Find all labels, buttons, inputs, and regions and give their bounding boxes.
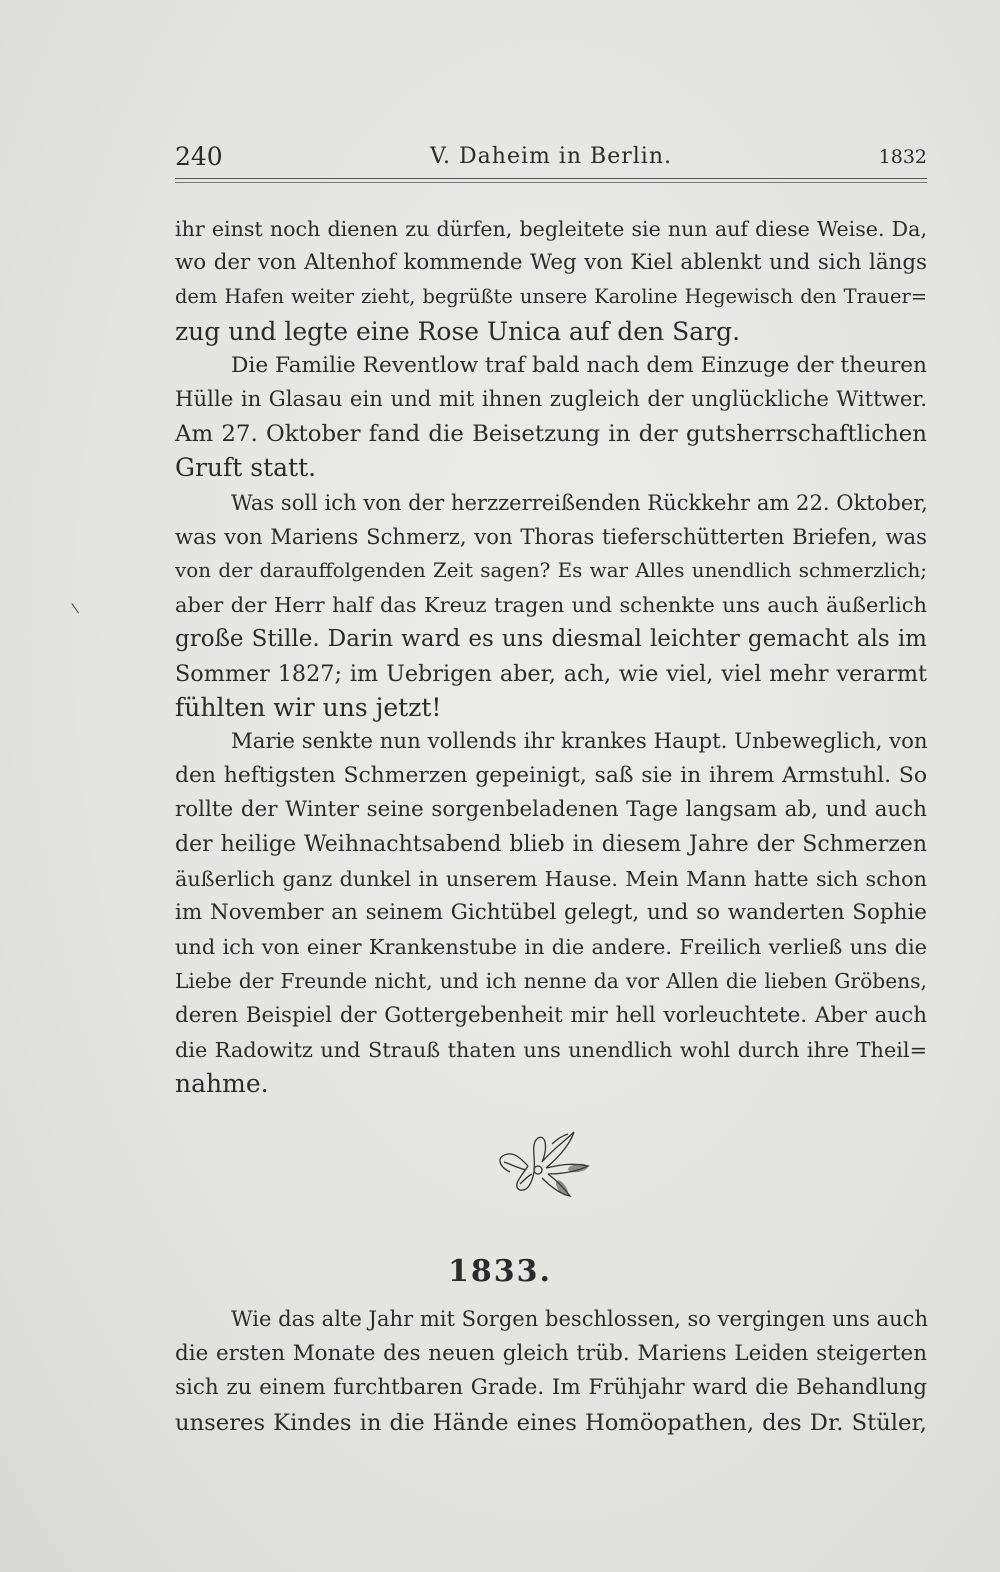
text-line: Die Familie Reventlow traf bald nach dem Einzuge der theuren bbox=[231, 352, 927, 378]
paragraph bbox=[175, 349, 927, 486]
text-line: im November an seinem Gichtübel gelegt, und so wanderten Sophie bbox=[175, 900, 927, 926]
text-line: und ich von einer Krankenstube in die andere. Freilich verließ uns die bbox=[175, 935, 927, 960]
text-line: Was soll ich von der herzzerreißenden Rückkehr am 22. Oktober, bbox=[231, 489, 928, 515]
running-header bbox=[175, 140, 927, 174]
text-line: die ersten Monate des neuen gleich trüb. Mariens Leiden steigerten bbox=[175, 1340, 927, 1366]
paragraph bbox=[175, 486, 927, 725]
main-text bbox=[175, 212, 927, 1101]
text-line: deren Beispiel der Gottergebenheit mir hell vorleuchtete. Aber auch bbox=[175, 1002, 927, 1028]
text-line: Gruft statt. bbox=[175, 453, 317, 483]
text-line: ihr einst noch dienen zu dürfen, begleitete sie nun auf diese Weise. Da, bbox=[175, 217, 927, 241]
text-line: Wie das alte Jahr mit Sorgen beschlossen, so vergingen uns auch bbox=[231, 1306, 929, 1331]
header-rule bbox=[175, 178, 927, 179]
text-line: wo der von Altenhof kommende Weg von Kiel ablenkt und sich längs bbox=[175, 250, 927, 276]
page-number: 240 bbox=[175, 142, 223, 171]
floral-ornament-icon bbox=[490, 1122, 600, 1202]
text-line: aber der Herr half das Kreuz tragen und schenkte uns auch äußerlich bbox=[175, 593, 927, 618]
text-line: rollte der Winter seine sorgenbeladenen Tage langsam ab, und auch bbox=[175, 797, 927, 823]
text-line: sich zu einem furchtbaren Grade. Im Frühjahr ward die Behandlung bbox=[175, 1375, 927, 1400]
text-line: was von Mariens Schmerz, von Thoras tieferschütterten Briefen, was bbox=[175, 523, 927, 549]
text-line: den heftigsten Schmerzen gepeinigt, saß sie in ihrem Armstuhl. So bbox=[175, 763, 927, 789]
paragraph bbox=[175, 1302, 927, 1440]
text-line: die Radowitz und Strauß thaten uns unendlich wohl durch ihre Theil= bbox=[175, 1037, 927, 1062]
text-line: zug und legte eine Rose Unica auf den Sarg. bbox=[175, 316, 741, 346]
text-line: fühlten wir uns jetzt! bbox=[175, 692, 442, 722]
text-line: Liebe der Freunde nicht, und ich nenne da vor Allen die lieben Gröbens, bbox=[175, 969, 927, 994]
running-title: V. Daheim in Berlin. bbox=[430, 144, 672, 169]
section-heading: 1833. bbox=[448, 1254, 552, 1289]
text-line: der heilige Weihnachtsabend blieb in diesem Jahre der Schmerzen bbox=[175, 831, 927, 857]
text-line: Am 27. Oktober fand die Beisetzung in der gutsherrschaftlichen bbox=[175, 421, 927, 448]
text-line: Sommer 1827; im Uebrigen aber, ach, wie viel, viel mehr verarmt bbox=[175, 660, 927, 687]
text-line: Hülle in Glasau ein und mit ihnen zugleich der unglückliche Wittwer. bbox=[175, 387, 927, 413]
ink-speck bbox=[71, 599, 85, 614]
paragraph bbox=[175, 725, 927, 1101]
text-line: nahme. bbox=[175, 1069, 269, 1099]
text-line: dem Hafen weiter zieht, begrüßte unsere Karoline Hegewisch den Trauer= bbox=[175, 285, 927, 309]
header-year: 1832 bbox=[878, 146, 927, 168]
header-rule-secondary bbox=[175, 182, 927, 183]
text-line: von der darauffolgenden Zeit sagen? Es war Alles unendlich schmerzlich; bbox=[175, 559, 927, 583]
text-line: äußerlich ganz dunkel in unserem Hause. Mein Mann hatte sich schon bbox=[175, 866, 927, 891]
paragraph bbox=[175, 212, 927, 349]
section-text bbox=[175, 1302, 927, 1440]
text-line: Marie senkte nun vollends ihr krankes Haupt. Unbeweglich, von bbox=[231, 729, 928, 755]
text-line: große Stille. Darin ward es uns diesmal leichter gemacht als im bbox=[175, 626, 927, 653]
text-line: unseres Kindes in die Hände eines Homöopathen, des Dr. Stüler, bbox=[175, 1409, 927, 1436]
